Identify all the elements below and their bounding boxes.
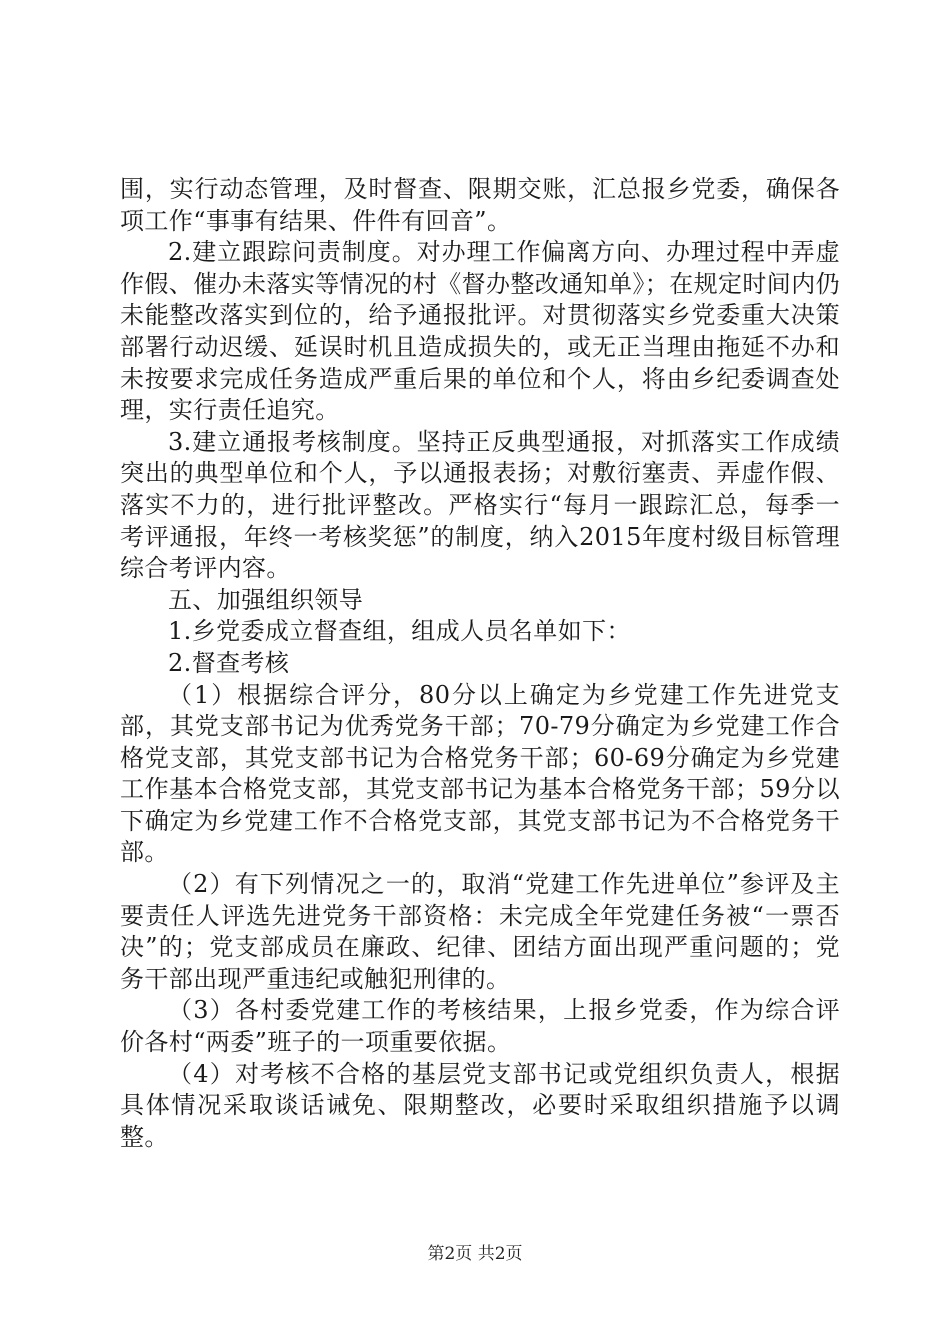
paragraph-item-4-adjustment: （4）对考核不合格的基层党支部书记或党组织负责人，根据具体情况采取谈话诫免、限期整改，必要时采取组织措施予以调整。 xyxy=(120,1059,840,1151)
paragraph-item-3-results: （3）各村委党建工作的考核结果，上报乡党委，作为综合评价各村“两委”班子的一项重要依据。 xyxy=(120,996,840,1057)
paragraph-notification-system: 3.建立通报考核制度。坚持正反典型通报，对抓落实工作成绩突出的典型单位和个人，予以通报表扬；对敷衍塞责、弄虚作假、落实不力的，进行批评整改。严格实行“每月一跟踪汇总，每季一考评通报，年终一考核奖惩”的制度，纳入2015年度村级目标管理综合考评内容。 xyxy=(120,427,840,583)
section-heading-leadership: 五、加强组织领导 xyxy=(168,585,364,614)
paragraph-item-1-scoring: （1）根据综合评分，80分以上确定为乡党建工作先进党支部，其党支部书记为优秀党务干部；70-79分确定为乡党建工作合格党支部，其党支部书记为合格党务干部；60-69分确定为乡党建工作基本合格党支部，其党支部书记为基本合格党务干部；59分以下确定为乡党建工作不合格党支部，其党支部书记为不合格党务干部。 xyxy=(120,680,840,867)
paragraph-accountability-system: 2.建立跟踪问责制度。对办理工作偏离方向、办理过程中弄虚作假、催办未落实等情况的村《督办整改通知单》；在规定时间内仍未能整改落实到位的，给予通报批评。对贯彻落实乡党委重大决策部署行动迟缓、延误时机且造成损失的，或无正当理由拖延不办和未按要求完成任务造成严重后果的单位和个人，将由乡纪委调查处理，实行责任追究。 xyxy=(120,238,840,425)
paragraph-inspection-assessment: 2.督查考核 xyxy=(168,648,290,677)
paragraph-continuation: 围，实行动态管理，及时督查、限期交账，汇总报乡党委，确保各项工作“事事有结果、件件有回音”。 xyxy=(120,175,840,235)
paragraph-item-2-disqualification: （2）有下列情况之一的，取消“党建工作先进单位”参评及主要责任人评选先进党务干部资格：未完成全年党建任务被“一票否决”的；党支部成员在廉政、纪律、团结方面出现严重问题的；党务干部出现严重违纪或触犯刑律的。 xyxy=(120,870,840,993)
document-body xyxy=(120,174,840,1153)
paragraph-inspection-group: 1.乡党委成立督查组，组成人员名单如下： xyxy=(168,617,631,646)
page-footer: 第2页 共2页 xyxy=(427,1244,523,1264)
